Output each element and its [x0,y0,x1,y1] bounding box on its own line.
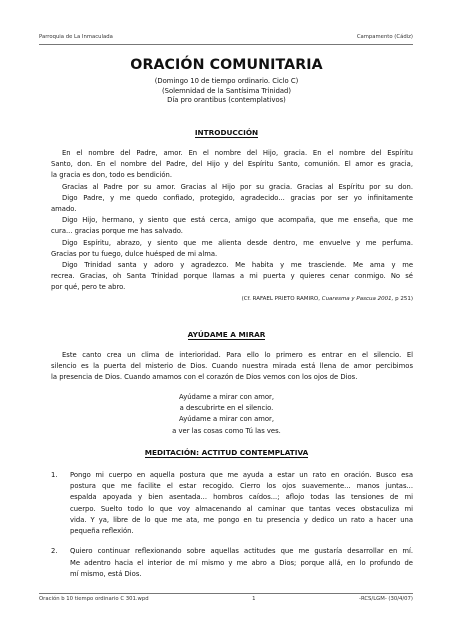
text-line: Gracias por tu fuego, dulce huésped de mi alma. [51,249,218,258]
text-line: vida. Y ya, libre de lo que me ata, me pongo en tu presencia y dedico un rato a hacer una [70,515,413,524]
page-footer [39,596,413,602]
subtitle-line: (Domingo 10 de tiempo ordinario. Ciclo C) [154,77,299,85]
text-line: En el nombre del Padre, amor. En el nombre del Hijo, gracia. En el nombre del Espíritu [62,149,413,157]
meditacion-item-1 [70,470,413,537]
subtitle-line: Día pro orantibus (contemplativos) [167,96,286,105]
text-line: Este canto crea un clima de interioridad. Para ello lo primero es entrar en el silencio. El [62,351,413,359]
text-line: Digo Hijo, hermano, y siento que está cerca, amigo que acompaña, que me enseña, que me [62,216,413,225]
text-line: Me adentro hacia el interior de mí mismo y me abro a Dios; porque allá, en lo profundo de [70,558,413,567]
section-heading-text: AYÚDAME A MIRAR [187,330,266,339]
lyric-line: a descubrirte en el silencio. [179,404,274,413]
list-number: 1. [51,471,58,479]
text-line: cura... gracias porque me has salvado. [51,227,183,236]
footer-author-date: -RCS/LGM- (30/4/07) [359,596,413,602]
footer-page-number: 1 [252,596,256,602]
list-number: 2. [51,547,58,556]
footer-rule [39,593,413,594]
text-line: amado. [51,205,77,214]
text-line: Digo Espíritu, abrazo, y siento que me alienta desde dentro, me envuelve y me perfuma. [62,238,413,247]
text-line: la gracia es don, todo es bendición. [51,171,173,180]
text-line: pequeña reflexión. [70,527,134,536]
text-line: Digo Padre, y me quedo confiado, protegido, agradecido... gracias por ser yo infinitamente [62,193,413,202]
text-line: mí mismo, está Dios. [70,569,142,578]
header-parish: Parroquia de La Inmaculada [39,34,113,40]
footer-filename: Oración b 10 tiempo ordinario C 301.wpd [39,596,149,602]
citation-work: Cuaresma y Pascua 2001, [321,296,394,302]
text-line: silencio es la puerta del misterio de Dios. Cuando nuestra mirada está llena de amor percibimos [51,362,413,371]
header-location: Campamento (Cádiz) [356,34,413,40]
text-line: Quiero continuar reflexionando sobre aquellas actitudes que me gustaría desarrollar en mí. [70,547,413,556]
text-line: Pongo mi cuerpo en aquella postura que me ayuda a estar un rato en oración. Busco esa [70,471,413,479]
citation-author: (Cf. RAFAEL PRIETO RAMIRO, [241,296,320,302]
text-line: Santo, don. En el nombre del Padre, del Hijo y del Espíritu Santo, comunión. El amor es gracia, [51,160,413,169]
subtitle-line: (Solemnidad de la Santísima Trinidad) [161,86,292,95]
text-line: recrea. Gracias, oh Santa Trinidad porque llamas a mi puerta y quieres cenar conmigo. No sé [51,272,413,281]
text-line: Digo Trinidad santa y adoro y agradezco. Me habita y me trasciende. Me ama y me [62,261,413,270]
citation-page: p 251) [395,296,413,302]
lyric-line: Ayúdame a mirar con amor, [179,393,274,401]
meditacion-item-2 [70,546,413,580]
section-heading-text: INTRODUCCIÓN [194,128,259,137]
page-title: ORACIÓN COMUNITARIA [130,57,323,73]
text-line: por qué, pero te abro. [51,283,126,292]
section-heading-text: MEDITACIÓN: ACTITUD CONTEMPLATIVA [144,448,309,457]
text-line: la presencia de Dios. Cuando amamos con el corazón de Dios vemos con los ojos de Dios. [51,373,358,382]
lyric-line: a ver las cosas como Tú las ves. [172,426,281,435]
text-line: cuerpo. Suelto todo lo que voy almacenando al caminar que tantas veces obstaculiza mi [70,504,413,513]
text-line: espalda apoyada y bien asentada... hombros caídos...; aflojo todas las tensiones de mi [70,493,413,502]
lyric-line: Ayúdame a mirar con amor, [179,415,274,424]
text-line: Gracias al Padre por su amor. Gracias al Hijo por su gracia. Gracias al Espíritu por su don. [62,182,413,191]
text-line: postura que me facilite el estar recogido. Cierro los ojos suavemente... manos juntas... [70,482,413,491]
